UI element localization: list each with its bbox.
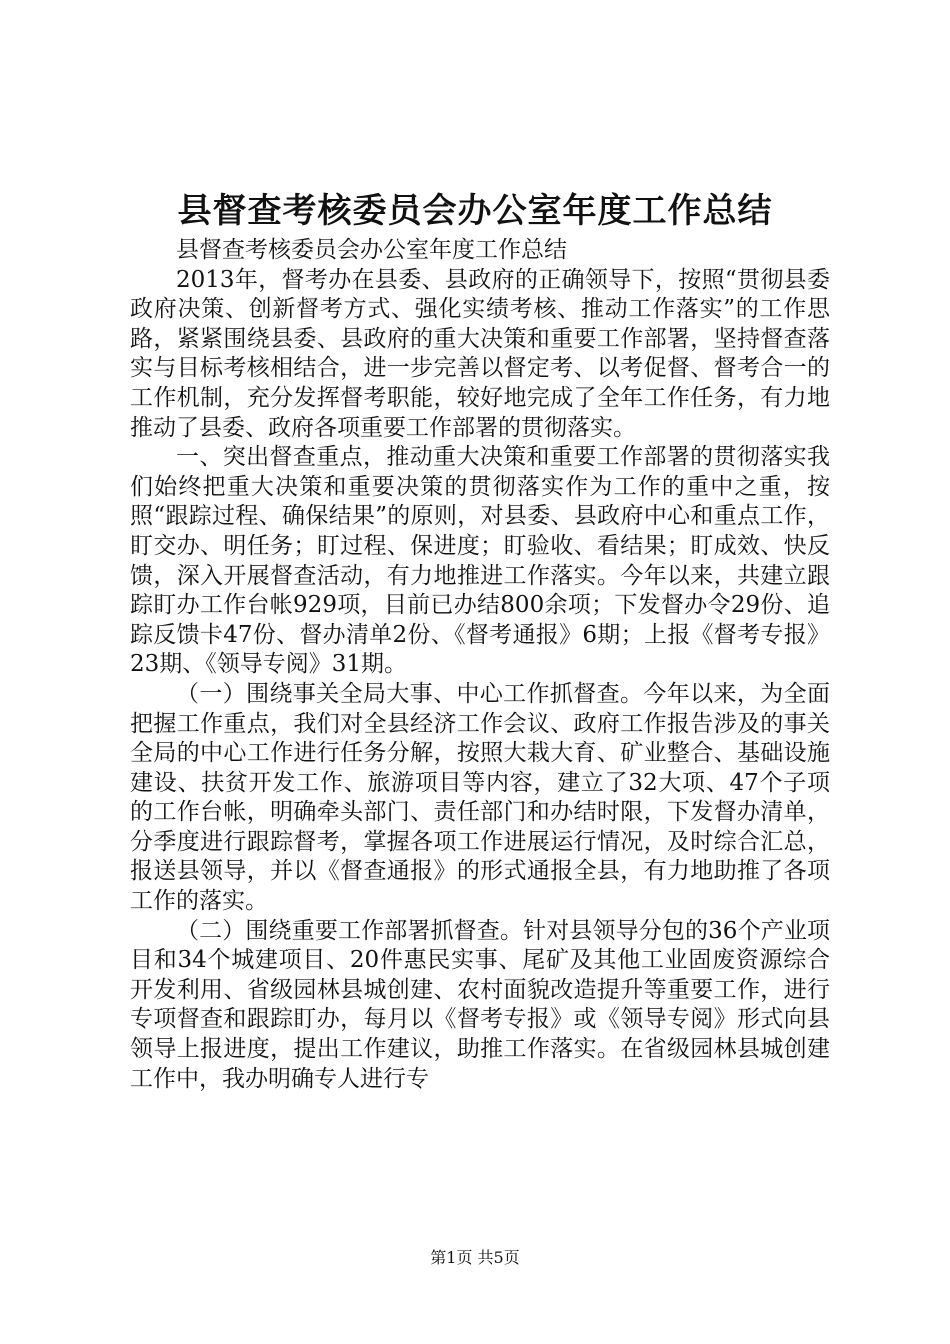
paragraph-subtitle: 县督查考核委员会办公室年度工作总结 — [176, 237, 567, 263]
document-title: 县督查考核委员会办公室年度工作总结 — [177, 191, 773, 231]
page-number-footer: 第1页 共5页 — [430, 1248, 520, 1267]
paragraph-intro: 2013年，督考办在县委、县政府的正确领导下，按照“贯彻县委政府决策、创新督考方式、强化实绩考核、推动工作落实”的工作思路，紧紧围绕县委、县政府的重大决策和重要工作部署，坚持督查落实与目标考核相结合，进一步完善以督定考、以考促督、督考合一的工作机制，充分发挥督考职能，较好地完成了全年工作任务，有力地推动了县委、政府各项重要工作部署的贯彻落实。 — [130, 266, 830, 441]
paragraph-subsection-2: （二）围绕重要工作部署抓督查。针对县领导分包的36个产业项目和34个城建项目、20件惠民实事、尾矿及其他工业固废资源综合开发利用、省级园林县城创建、农村面貌改造提升等重要工作，进行专项督查和跟踪盯办，每月以《督考专报》或《领导专阅》形式向县领导上报进度，提出工作建议，助推工作落实。在省级园林县城创建工作中，我办明确专人进行专 — [130, 917, 830, 1092]
paragraph-section-1: 一、突出督查重点，推动重大决策和重要工作部署的贯彻落实我们始终把重大决策和重要决策的贯彻落实作为工作的重中之重，按照“跟踪过程、确保结果”的原则，对县委、县政府中心和重点工作，盯交办、明任务；盯过程、保进度；盯验收、看结果；盯成效、快反馈，深入开展督查活动，有力地推进工作落实。今年以来，共建立跟踪盯办工作台帐929项，目前已办结800余项；下发督办令29份、追踪反馈卡47份、督办清单2份、《督考通报》6期；上报《督考专报》23期、《领导专阅》31期。 — [130, 444, 830, 678]
document-body — [130, 236, 830, 1094]
paragraph-subsection-1: （一）围绕事关全局大事、中心工作抓督查。今年以来，为全面把握工作重点，我们对全县经济工作会议、政府工作报告涉及的事关全局的中心工作进行任务分解，按照大栽大育、矿业整合、基础设施建设、扶贫开发工作、旅游项目等内容，建立了32大项、47个子项的工作台帐，明确牵头部门、责任部门和办结时限，下发督办清单，分季度进行跟踪督考，掌握各项工作进展运行情况，及时综合汇总，报送县领导，并以《督查通报》的形式通报全县，有力地助推了各项工作的落实。 — [130, 680, 830, 915]
